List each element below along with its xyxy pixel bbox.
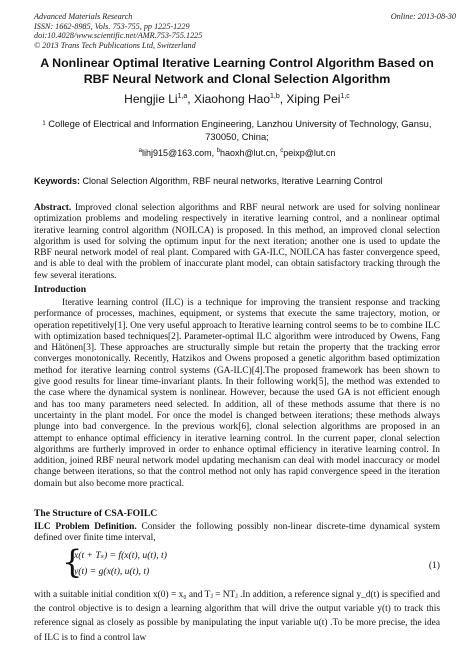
email: lihj915@163.com, [141,148,217,158]
email: peixp@lut.cn [283,148,336,158]
affiliation [40,117,434,143]
issn-line: ISSN: 1662-8985, Vols. 753-755, pp 1225-1229 [34,21,190,31]
equation-number: (1) [428,560,440,571]
equation-brace: { [62,543,83,581]
journal-header [34,12,202,50]
author-name: Xiaohong Hao [193,92,271,106]
email-sup: a [138,148,142,154]
author-name: Xiping Pei [286,92,341,106]
affiliation-line: 730050, China; [205,131,269,142]
abstract [34,203,440,282]
introduction-text: Iterative learning control (ILC) is a technique for improving the transient response and tracking performance of processes, machines, equipment, or systems that execute the same trajectory, motion, or operation repetitively[1]. One very useful approach to Iterative learning control seems to be to combine ILC with optimization based techniques[2]. Parameter-optimal ILC algorithm were introduced by Owens, Fang and Hätönen[3]. These approaches are structurally simple but retain the property that the tracking error converges monotonically. Recently, Hatzikos and Owens proposed a genetic algorithm based optimization method for iterative learning control systems (GA-ILC)[4].The proposed framework has been shown to give good results for linear time-invariant plants. In their following work[5], the method was extended to the case where the dynamical system is nonlinear. However, because the used GA is not efficient enough and has too many parameters need selected. In addition, all of these methods assume that there is no uncertainty in the plant model. For once the model is changed between iterations; these methods always plunge into bad convergence. In the previous work[6], clonal selection algorithms are proposed in an attempt to enhance optimal efficiency in iterative learning control. In the current paper, clonal selection algorithms are furtherly improved in order to enhance optimal efficiency in iterative learning control. In addition, joined RBF neural network model updating mechanism can deal with model inaccuracy or model change between iterations, so that the control method not only has rapid convergence speed in the iteration domain but also become more practical. [34,298,440,489]
abstract-label: Abstract. [34,203,72,213]
email-sup: c [280,148,284,154]
ilc-label: ILC Problem Definition. [34,522,137,532]
section-heading-structure: The Structure of CSA-FOILC [34,508,158,519]
equation-line: y(t) = g(x(t), u(t), t) [74,566,150,577]
author-name: Hengjie Li [124,92,178,106]
author-emails [40,148,434,158]
doi-line: doi:10.4028/www.scientific.net/AMR.753-755.1225 [34,31,203,41]
keywords-text: Clonal Selection Algorithm, RBF neural networks, Iterative Learning Control [82,176,383,186]
keywords-label: Keywords: [34,176,81,186]
journal-name: Advanced Materials Research [34,12,133,21]
copyright-line: © 2013 Trans Tech Publications Ltd, Switzerland [34,40,196,50]
online-date: Online: 2013-08-30 [390,12,456,21]
ilc-continuation-text: with a suitable initial condition x(0) = x₀ and Tⱼ = NTⱼ .In addition, a reference signal y_d(t) is specified and the control objective is to design a learning algorithm that will drive the output variable y(t) to track this reference signal as closely as possible by manipulating the input variable u(t) .To be more precise, the idea of ILC is to find a control law [34,590,441,643]
author-sup: 1,c [340,93,350,100]
email: haoxh@lut.cn, [220,148,281,158]
author-sup: 1,a [177,93,188,100]
ilc-definition [34,522,440,545]
author-list: Hengjie Li$^{1,a}$, Xiaohong Hao$^{1,b}$, Xiping Pei$^{1,c}$ [124,92,350,106]
email-sup: b [216,148,221,154]
affiliation-line: ¹ College of Electrical and Information Engineering, Lanzhou University of Technology, Gansu, [42,118,432,129]
author-sup: 1,b [270,93,280,100]
abstract-text: Improved clonal selection algorithms and RBF neural network are used for solving nonlinear optimization problems and modeling respectively in iterative learning control, and a nonlinear optimal iterative learning control algorithm (NOILCA) is proposed. In this method, an improved clonal selection algorithm is used for solving the optimum input for the next iteration; another one is used to update the RBF neural network model of real plant. Compared with GA-ILC, NOILCA has faster convergence speed, and is able to deal with the problem of inaccurate plant model, can obtain satisfactory tracking through the few several iterations. [34,203,441,281]
section-heading-introduction: Introduction [34,284,87,295]
keywords [34,176,440,186]
equation-1 [62,543,440,582]
ilc-text: Consider the following possibly non-linear discrete-time dynamical system defined over finite time interval, [34,522,440,544]
equation-line: x(t + Tₛ) = f(x(t), u(t), t) [74,550,167,561]
paper-title: A Nonlinear Optimal Iterative Learning Control Algorithm Based on RBF Neural Network and Clonal Selection Algorithm [40,56,434,86]
